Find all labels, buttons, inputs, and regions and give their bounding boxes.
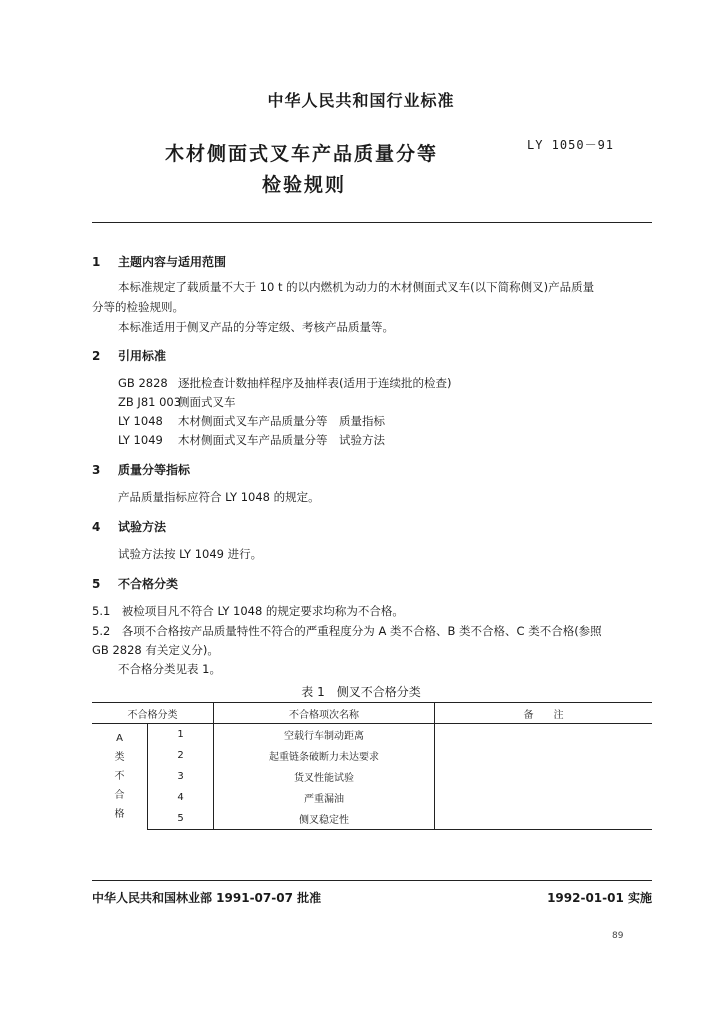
section-3-title: 质量分等指标 xyxy=(118,463,191,477)
section-1-paragraph-2: 本标准适用于侧叉产品的分等定级、考核产品质量等。 xyxy=(118,320,394,334)
item-name: 空载行车制动距离 xyxy=(214,724,435,746)
section-4-number: 4 xyxy=(92,520,101,534)
category-char: 类 xyxy=(114,752,125,764)
reference-code: LY 1049 xyxy=(118,433,163,447)
document-title-line1: 木材侧面式叉车产品质量分等 xyxy=(165,143,439,165)
section-5-number: 5 xyxy=(92,577,101,591)
section-4-title: 试验方法 xyxy=(118,520,167,534)
table-header-row xyxy=(92,703,652,724)
item-name: 严重漏油 xyxy=(214,787,435,808)
header-divider xyxy=(92,222,652,223)
category-a-cell xyxy=(92,724,148,830)
section-2-number: 2 xyxy=(92,349,101,363)
item-name: 起重链条破断力未达要求 xyxy=(214,745,435,766)
item-note xyxy=(435,787,653,808)
section-4-heading xyxy=(92,518,166,535)
reference-code: ZB J81 003 xyxy=(118,395,182,409)
header-remarks: 备 注 xyxy=(435,703,653,724)
table-row xyxy=(92,787,652,808)
section-1-heading xyxy=(92,253,226,270)
item-number: 5 xyxy=(148,808,214,830)
section-1-number: 1 xyxy=(92,255,101,269)
category-char: 不 xyxy=(114,771,125,783)
reference-code: LY 1048 xyxy=(118,414,163,428)
table-row xyxy=(92,724,652,746)
item-note xyxy=(435,808,653,830)
category-char: 合 xyxy=(114,790,125,802)
reference-item xyxy=(118,394,236,410)
table-row xyxy=(92,745,652,766)
item-number: 1 xyxy=(148,724,214,746)
section-5-title: 不合格分类 xyxy=(118,577,179,591)
table-caption: 表 1 侧叉不合格分类 xyxy=(301,685,421,699)
section-2-heading xyxy=(92,347,166,364)
section-1-paragraph-1-line-2: 分等的检验规则。 xyxy=(92,300,184,314)
section-4-paragraph: 试验方法按 LY 1049 进行。 xyxy=(118,547,263,561)
item-note xyxy=(435,745,653,766)
item-name: 侧叉稳定性 xyxy=(214,808,435,830)
header-category: 不合格分类 xyxy=(92,703,214,724)
reference-code: GB 2828 xyxy=(118,376,168,390)
table-row xyxy=(92,808,652,830)
section-3-heading xyxy=(92,461,190,478)
page-number: 89 xyxy=(612,931,624,941)
category-char: 格 xyxy=(114,809,125,821)
reference-title: 侧面式叉车 xyxy=(178,395,236,409)
section-1-title: 主题内容与适用范围 xyxy=(118,255,227,269)
clause-5-1: 5.1 被检项目凡不符合 LY 1048 的规定要求均称为不合格。 xyxy=(92,604,404,618)
item-number: 2 xyxy=(148,745,214,766)
standard-org-header: 中华人民共和国行业标准 xyxy=(267,91,455,110)
item-note xyxy=(435,766,653,787)
section-5-heading xyxy=(92,575,178,592)
section-3-paragraph: 产品质量指标应符合 LY 1048 的规定。 xyxy=(118,490,320,504)
clause-5-2-line-2: GB 2828 有关定义分)。 xyxy=(92,643,219,657)
item-name: 货叉性能试验 xyxy=(214,766,435,787)
reference-title: 木材侧面式叉车产品质量分等 质量指标 xyxy=(178,414,385,428)
header-item-name: 不合格项次名称 xyxy=(214,703,435,724)
document-title-line2: 检验规则 xyxy=(262,174,347,196)
approval-statement: 中华人民共和国林业部 1991-07-07 批准 xyxy=(92,891,322,905)
footer-divider xyxy=(92,880,652,881)
reference-item xyxy=(118,432,385,448)
item-note xyxy=(435,724,653,746)
nonconformity-table xyxy=(92,702,652,830)
item-number: 4 xyxy=(148,787,214,808)
table-reference-note: 不合格分类见表 1。 xyxy=(118,662,221,676)
clause-5-2-line-1: 5.2 各项不合格按产品质量特性不符合的严重程度分为 A 类不合格、B 类不合格、C 类不合格(参照 xyxy=(92,624,602,638)
section-1-paragraph-1-line-1: 本标准规定了载质量不大于 10 t 的以内燃机为动力的木材侧面式叉车(以下简称侧叉)产品质量 xyxy=(118,280,595,294)
effective-date: 1992-01-01 实施 xyxy=(547,891,652,905)
reference-title: 逐批检查计数抽样程序及抽样表(适用于连续批的检查) xyxy=(178,376,452,390)
reference-item xyxy=(118,413,385,429)
section-3-number: 3 xyxy=(92,463,101,477)
item-number: 3 xyxy=(148,766,214,787)
reference-item xyxy=(118,375,451,391)
table-row xyxy=(92,766,652,787)
category-char: A xyxy=(116,733,123,745)
standard-code: LY 1050－91 xyxy=(527,138,615,152)
reference-title: 木材侧面式叉车产品质量分等 试验方法 xyxy=(178,433,385,447)
section-2-title: 引用标准 xyxy=(118,349,167,363)
